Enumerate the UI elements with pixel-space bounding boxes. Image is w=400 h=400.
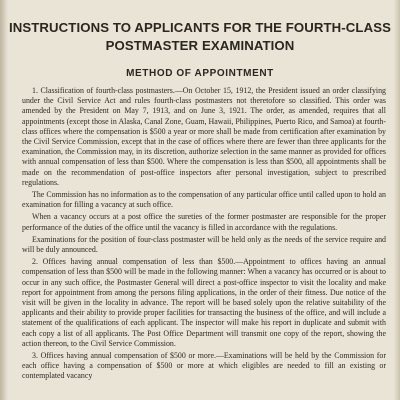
- document-title-line-2: POSTMASTER EXAMINATION: [105, 38, 295, 53]
- page-left-edge: [0, 0, 8, 400]
- paragraph-examinations-held: Examinations for the position of four-class postmaster will be held only as the needs of the service require and will be duly announced.: [22, 234, 386, 255]
- paragraph-compensation-info: The Commission has no information as to the compensation of any particular office until called upon to hold an examination for filling a vacancy at such office.: [22, 190, 386, 210]
- paragraph-classification: 1. Classification of fourth-class postmasters.—On October 15, 1912, the President issued an order classifying under the Civil Service Act and rules fourth-class postmasters not theretofore so classified. This order was amended by the President on May 7, 1913, and on June 3, 1921. The order, as amended, requires that all appointments (except those in Alaska, Canal Zone, Guam, Hawaii, Philippines, Puerto Rico, and Samoa) at fourth-class offices where the compensation is $500 a year or more shall be made from certification after examination by the Civil Service Commission, except that in the case of offices where there are fewer than three applicants for the examination, the Commission may, in its discretion, authorize selection in the same manner as provided for offices with annual compensation of less than $500. Where the compensation is less than $500, all appointments shall be made on the recommendation of post-office inspectors after personal investigation, subject to prescribed regulations.: [22, 86, 386, 187]
- section-heading: METHOD OF APPOINTMENT: [126, 68, 274, 79]
- page-right-edge: [394, 0, 400, 400]
- paragraph-offices-under-500: 2. Offices having annual compensation of less than $500.—Appointment to offices having an annual compensation of less than $500 will be made in the following manner: When a vacancy has occurred or is about to occur in any such office, the Postmaster General will direct a post-office inspector to visit the locality and make report for appointment from among the persons filing applications, in the order of their fitness. Due notice of the visit will be given in the locality in advance. The report will be based solely upon the relative suitability of the applicants and their ability to provide proper facilities for transacting the business of the office, and will include a statement of the qualifications of each applicant. The inspector will make his report in duplicate and submit with each copy a list of all applicants. The Post Office Department will transmit one copy of the report, showing the action thereon, to the Civil Service Commission.: [22, 257, 386, 348]
- document-title-line-1: INSTRUCTIONS TO APPLICANTS FOR THE FOURTH-CLASS: [8, 20, 391, 35]
- paragraph-offices-500-or-more: 3. Offices having annual compensation of $500 or more.—Examinations will be held by the Commission for each office having a compensation of $500 or more at which eligibles are needed to fill an existing or contemplated vacancy: [22, 351, 386, 381]
- paragraph-vacancy-sureties: When a vacancy occurs at a post office the sureties of the former postmaster are responsible for the proper performance of the duties of the office until the vacancy is filled in accordance with the regulations.: [22, 212, 386, 232]
- document-body: [22, 86, 386, 384]
